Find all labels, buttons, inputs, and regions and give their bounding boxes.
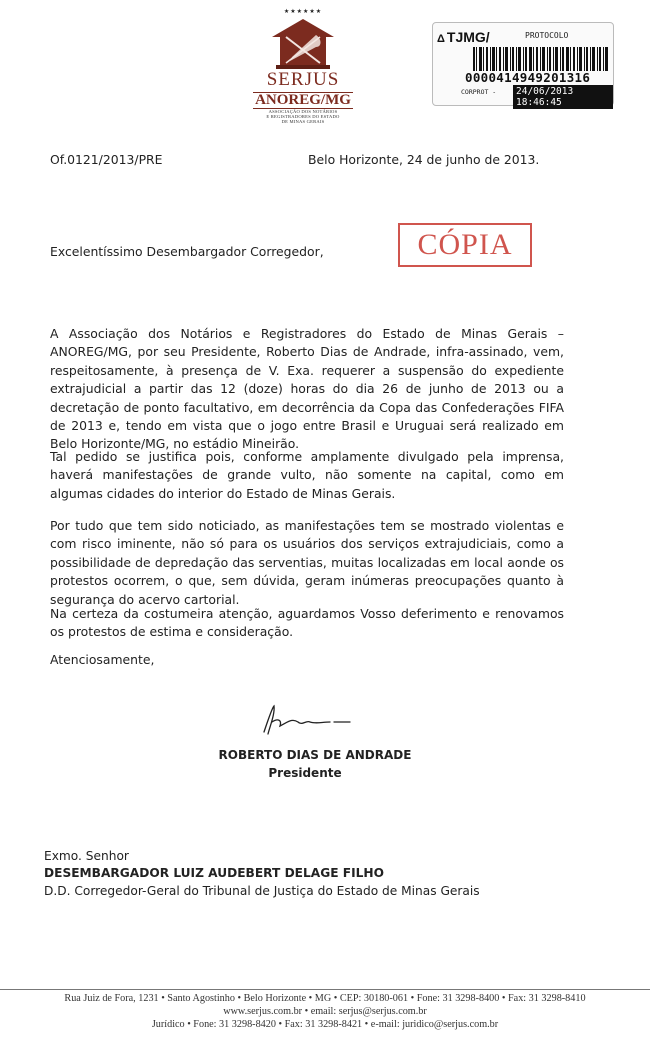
footer-legal: Jurídico • Fone: 31 3298-8420 • Fax: 31 3298-8421 • e-mail: juridico@serjus.com.br xyxy=(151,1019,499,1030)
copy-stamp: CÓPIA xyxy=(398,223,532,267)
letter-reference: Of.0121/2013/PRE xyxy=(50,152,163,167)
footer-address: Rua Juiz de Fora, 1231 • Santo Agostinho • Belo Horizonte • MG • CEP: 30180-061 • Fone: 31 3298-8400 • Fax: 31 3298-8410 xyxy=(64,993,586,1004)
stamp-org-label: TJMG/ xyxy=(446,29,490,45)
addressee-greeting: Exmo. Senhor xyxy=(44,849,129,863)
brand-acronym: ANOREG/MG xyxy=(255,92,351,108)
quill-pen-logo-icon xyxy=(272,17,334,69)
signer-name: ROBERTO DIAS DE ANDRADE xyxy=(218,748,412,762)
brand-subtitle-3: DE MINAS GERAIS xyxy=(281,119,325,124)
stamp-org xyxy=(437,29,490,45)
footer-web: www.serjus.com.br • email: serjus@serjus.com.br xyxy=(223,1006,427,1017)
signature-icon xyxy=(258,700,358,740)
stamp-label: PROTOCOLO xyxy=(525,31,569,40)
brand-name: SERJUS xyxy=(266,69,340,90)
signer-title: Presidente xyxy=(268,766,342,780)
protocol-stamp xyxy=(432,22,614,106)
addressee-name: DESEMBARGADOR LUIZ AUDEBERT DELAGE FILHO xyxy=(44,866,384,880)
paragraph-risks: Por tudo que tem sido noticiado, as manifestações tem se mostrado violentas e com risco iminente, não só para os usuários dos serviços extrajudiciais, como a possibilidade de depredação das serventias, muitas localizadas em local aonde os protestos ocorrem, o que, sem dúvida, geram inúmeras preocupações quanto à segurança do acervo cartorial. xyxy=(50,518,564,607)
barcode-icon xyxy=(473,47,609,71)
stamp-number: 0000414949201316 xyxy=(465,70,591,85)
triangle-icon: Δ xyxy=(437,33,445,45)
salutation: Excelentíssimo Desembargador Corregedor, xyxy=(50,244,324,259)
logo-stars: ★★★★★★ xyxy=(283,8,323,15)
stamp-user: CORPROT - xyxy=(461,88,497,96)
addressee-role: D.D. Corregedor-Geral do Tribunal de Justiça do Estado de Minas Gerais xyxy=(44,884,480,898)
paragraph-justification: Tal pedido se justifica pois, conforme amplamente divulgado pela imprensa, haverá manifestações de grande vulto, não somente na capital, como em algumas cidades do interior do Estado de Minas Gerais. xyxy=(50,449,564,501)
footer-divider xyxy=(0,989,650,990)
brand-subtitle-1: ASSOCIAÇÃO DOS NOTÁRIOS xyxy=(268,109,338,114)
paragraph-request: A Associação dos Notários e Registradores do Estado de Minas Gerais – ANOREG/MG, por seu Presidente, Roberto Dias de Andrade, infra-assinado, vem, respeitosamente, à presença de V. Exa. requerer a suspensão do expediente extrajudicial a partir das 12 (doze) horas do dia 26 de junho de 2013 ou a decretação de ponto facultativo, em decorrência da Copa das Confederações FIFA de 2013 e, tendo em vista que o jogo entre Brasil e Uruguai será realizado em Belo Horizonte/MG, no estádio Mineirão. xyxy=(50,326,564,452)
stamp-datetime: 24/06/2013 18:46:45 xyxy=(513,85,613,109)
brand-subtitle-2: E REGISTRADORES DO ESTADO xyxy=(266,114,340,119)
place-date: Belo Horizonte, 24 de junho de 2013. xyxy=(308,152,540,167)
closing: Atenciosamente, xyxy=(50,652,155,667)
letterhead-logo xyxy=(248,8,358,124)
paragraph-closing-request: Na certeza da costumeira atenção, aguardamos Vosso deferimento e renovamos os protestos de estima e consideração. xyxy=(50,606,564,640)
